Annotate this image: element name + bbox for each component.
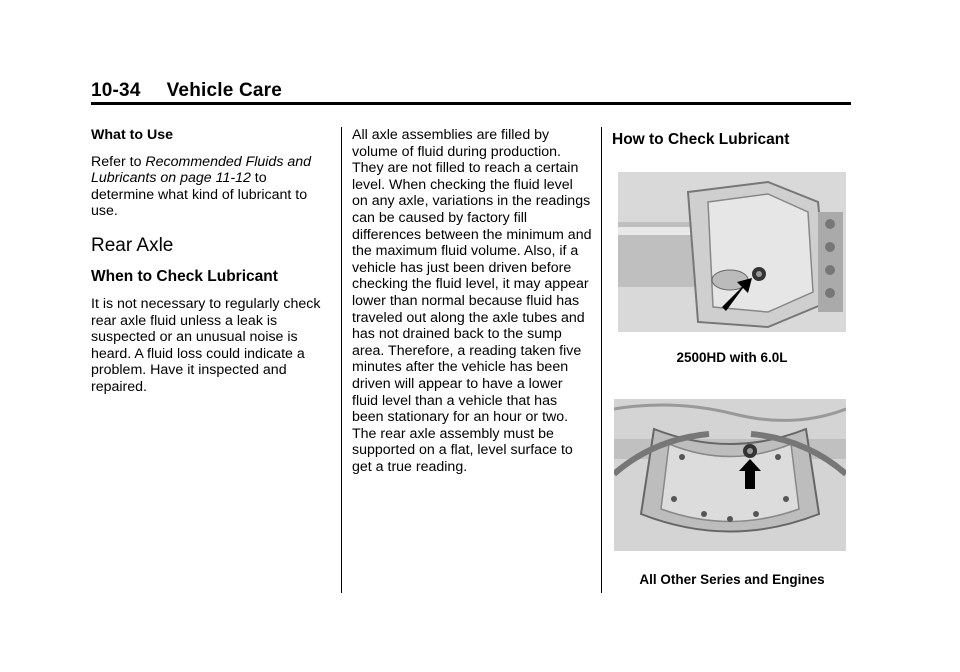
column-divider-2 [601, 127, 602, 593]
what-to-use-text: Refer to Recommended Fluids and Lubricants on page 11-12 to determine what kind of lubricant to use. [91, 153, 312, 220]
axle-illustration-1 [618, 172, 846, 332]
column-1 [91, 127, 331, 396]
header-rule [91, 102, 851, 105]
what-to-use-heading: What to Use [91, 127, 173, 143]
page-number: 10-34 [91, 80, 141, 101]
when-to-check-heading: When to Check Lubricant [91, 267, 278, 285]
section-title: Vehicle Care [166, 80, 283, 101]
rear-axle-heading: Rear Axle [91, 234, 174, 256]
figure1-caption: 2500HD with 6.0L [676, 350, 788, 365]
page-header [91, 80, 282, 102]
axle-illustration-2 [614, 399, 846, 551]
column-divider-1 [341, 127, 342, 593]
column-2 [352, 127, 592, 475]
how-to-check-heading: How to Check Lubricant [612, 131, 790, 148]
figure-other-axle [614, 399, 846, 551]
column-3 [612, 127, 852, 149]
when-to-check-text: It is not necessary to regularly check rear axle fluid unless a leak is suspected or an unusual noise is heard. A fluid loss could indicate a problem. Have it inspected and repaired. [91, 295, 321, 395]
recommended-fluids-link[interactable]: Recommended Fluids and Lubricants on page 11-12 [91, 153, 312, 187]
figure-2500hd-axle [618, 172, 846, 332]
axle-fill-text: All axle assemblies are filled by volume of fluid during production. They are not filled to reach a certain level. When checking the fluid level on any axle, variations in the readings can be caused by factory fill differences between the minimum and the maximum fluid volume. Also, if a vehicle has just been driven before checking the fluid level, it may appear lower than normal because fluid has traveled out along the axle tubes and has not drained back to the sump area. Therefore, a reading taken five minutes after the vehicle has been driven will appear to have a lower fluid level than a vehicle that has been stationary for an hour or two. The rear axle assembly must be supported on a flat, level surface to get a true reading. [352, 127, 592, 475]
figure2-caption: All Other Series and Engines [639, 572, 825, 587]
